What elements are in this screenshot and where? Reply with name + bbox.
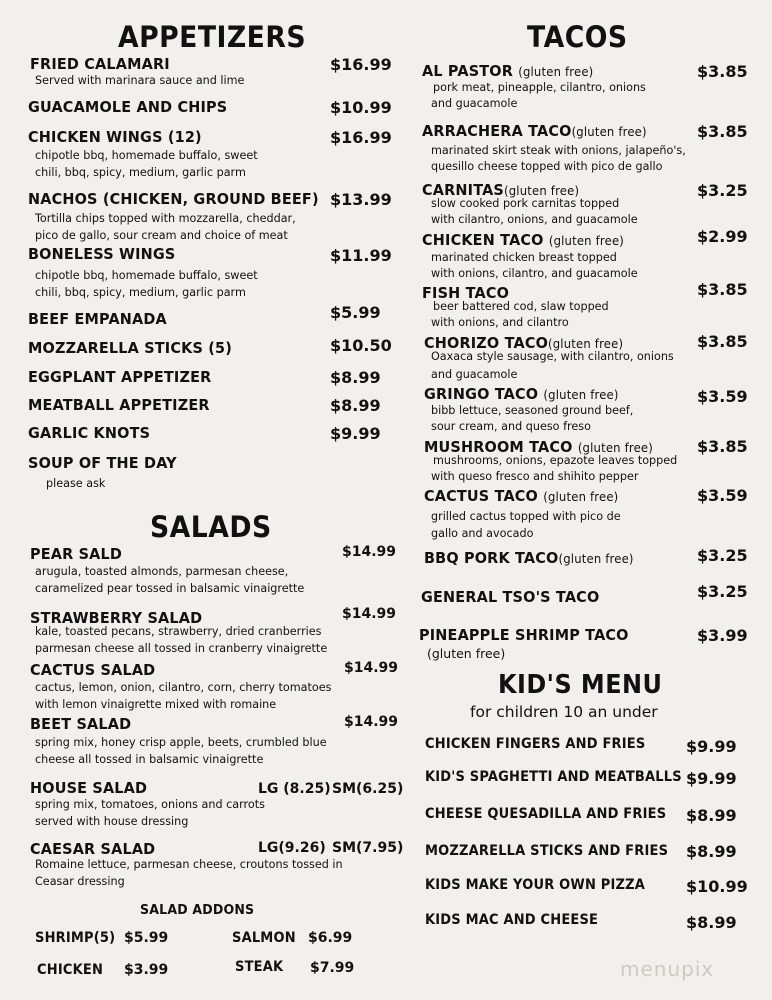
- item-name: BEEF EMPANADA: [28, 310, 167, 328]
- taco-desc: with cilantro, onions, and guacamole: [431, 213, 638, 226]
- kid-item-price: $8.99: [686, 806, 737, 825]
- taco-desc: and guacamole: [431, 97, 518, 110]
- gluten-free-note: (gluten free): [518, 64, 594, 79]
- item-name: NACHOS (CHICKEN, GROUND BEEF): [28, 190, 319, 208]
- item-desc: pico de gallo, sour cream and choice of meat: [35, 229, 288, 242]
- taco-price: $3.25: [697, 546, 748, 565]
- item-price: $16.99: [330, 55, 392, 74]
- taco-name: FISH TACO: [422, 284, 510, 302]
- item-price: $16.99: [330, 128, 392, 147]
- taco-name: PINEAPPLE SHRIMP TACO: [419, 626, 629, 644]
- item-price: $5.99: [330, 303, 381, 322]
- taco-desc: Oaxaca style sausage, with cilantro, onions: [431, 350, 674, 363]
- taco-name-text: CHORIZO TACO: [424, 334, 549, 352]
- item-price: $10.99: [330, 98, 392, 117]
- taco-price: $3.59: [697, 486, 748, 505]
- tacos-heading: TACOS: [527, 20, 628, 54]
- kid-item-name: KID'S SPAGHETTI AND MEATBALLS: [425, 769, 682, 785]
- item-name: STRAWBERRY SALAD: [30, 609, 203, 627]
- taco-name: GENERAL TSO'S TACO: [421, 588, 600, 606]
- taco-name-text: CACTUS TACO: [424, 487, 539, 505]
- taco-price: $3.99: [697, 626, 748, 645]
- item-price: $10.50: [330, 336, 392, 355]
- kid-item-name: KIDS MAKE YOUR OWN PIZZA: [425, 877, 646, 893]
- kid-item-price: $9.99: [686, 769, 737, 788]
- item-price-sm: SM(7.95): [332, 840, 404, 856]
- taco-name-text: BBQ PORK TACO: [424, 549, 559, 567]
- item-name: MOZZARELLA STICKS (5): [28, 339, 233, 357]
- taco-name-text: ARRACHERA TACO: [422, 122, 572, 140]
- item-name: MEATBALL APPETIZER: [28, 396, 210, 414]
- item-desc: chipotle bbq, homemade buffalo, sweet: [35, 149, 258, 162]
- item-desc: caramelized pear tossed in balsamic vinaigrette: [35, 582, 305, 595]
- item-name: CHICKEN WINGS (12): [28, 128, 202, 146]
- taco-desc: grilled cactus topped with pico de: [431, 510, 621, 523]
- taco-desc: with onions, and cilantro: [431, 316, 569, 329]
- item-price-sm: SM(6.25): [332, 781, 404, 797]
- taco-name: [424, 549, 634, 567]
- kid-item-name: CHEESE QUESADILLA AND FRIES: [425, 806, 667, 822]
- item-desc: cactus, lemon, onion, cilantro, corn, cherry tomatoes: [35, 681, 332, 694]
- gluten-free-note: (gluten free): [543, 489, 619, 504]
- taco-name: [424, 487, 618, 505]
- item-desc: Romaine lettuce, parmesan cheese, croutons tossed in: [35, 858, 343, 871]
- taco-price: $3.59: [697, 387, 748, 406]
- item-price: $14.99: [344, 714, 399, 730]
- addon-price: $3.99: [124, 962, 169, 978]
- item-price: $9.99: [330, 424, 381, 443]
- taco-desc: mushrooms, onions, epazote leaves topped: [433, 454, 678, 467]
- item-desc: Tortilla chips topped with mozzarella, cheddar,: [35, 212, 296, 225]
- taco-name-text: MUSHROOM TACO: [424, 438, 573, 456]
- item-desc: Ceasar dressing: [35, 875, 125, 888]
- taco-price: $3.85: [697, 62, 748, 81]
- taco-name-text: GRINGO TACO: [424, 385, 539, 403]
- kid-item-name: MOZZARELLA STICKS AND FRIES: [425, 843, 669, 859]
- taco-desc: marinated chicken breast topped: [431, 251, 617, 264]
- item-price: $8.99: [330, 396, 381, 415]
- item-price-lg: LG (8.25): [258, 781, 331, 797]
- gluten-free-note: (gluten free): [571, 124, 647, 139]
- kids-subtitle: for children 10 an under: [470, 703, 658, 721]
- gluten-free-note: (gluten free): [548, 336, 624, 351]
- item-name: FRIED CALAMARI: [30, 55, 170, 73]
- taco-name-text: AL PASTOR: [422, 62, 514, 80]
- item-price: $13.99: [330, 190, 392, 209]
- item-desc: chipotle bbq, homemade buffalo, sweet: [35, 269, 258, 282]
- item-price: $14.99: [342, 544, 397, 560]
- item-name: CACTUS SALAD: [30, 661, 156, 679]
- item-desc: chili, bbq, spicy, medium, garlic parm: [35, 166, 246, 179]
- item-desc: parmesan cheese all tossed in cranberry vinaigrette: [35, 642, 328, 655]
- gluten-free-note: (gluten free): [427, 646, 506, 661]
- watermark: menupix: [620, 957, 715, 981]
- kid-item-price: $8.99: [686, 842, 737, 861]
- item-price: $14.99: [344, 660, 399, 676]
- item-desc: Served with marinara sauce and lime: [35, 74, 245, 87]
- item-price: $11.99: [330, 246, 392, 265]
- gluten-free-note: (gluten free): [504, 183, 580, 198]
- taco-desc: gallo and avocado: [431, 527, 534, 540]
- item-name: GUACAMOLE AND CHIPS: [28, 98, 228, 116]
- item-desc: with lemon vinaigrette mixed with romaine: [35, 698, 277, 711]
- item-price-lg: LG(9.26): [258, 840, 326, 856]
- gluten-free-note: (gluten free): [558, 551, 634, 566]
- gluten-free-note: (gluten free): [543, 387, 619, 402]
- addon-name: SHRIMP(5): [35, 930, 116, 946]
- addon-name: STEAK: [235, 959, 284, 975]
- item-desc: chili, bbq, spicy, medium, garlic parm: [35, 286, 246, 299]
- taco-price: $3.25: [697, 181, 748, 200]
- item-name: GARLIC KNOTS: [28, 424, 151, 442]
- item-name: HOUSE SALAD: [30, 779, 148, 797]
- item-price: $14.99: [342, 606, 397, 622]
- item-desc: spring mix, honey crisp apple, beets, crumbled blue: [35, 736, 327, 749]
- item-price: $8.99: [330, 368, 381, 387]
- taco-desc: with onions, cilantro, and guacamole: [431, 267, 638, 280]
- kid-item-price: $8.99: [686, 913, 737, 932]
- taco-desc: and guacamole: [431, 368, 518, 381]
- item-name: PEAR SALD: [30, 545, 123, 563]
- taco-name: [422, 122, 647, 140]
- taco-desc: bibb lettuce, seasoned ground beef,: [431, 404, 634, 417]
- item-desc: cheese all tossed in balsamic vinaigrette: [35, 753, 264, 766]
- taco-desc: sour cream, and queso freso: [431, 420, 591, 433]
- kids-heading: KID'S MENU: [498, 670, 663, 700]
- taco-name: [424, 385, 619, 403]
- taco-desc: marinated skirt steak with onions, jalapeño's,: [431, 144, 686, 157]
- taco-price: $3.25: [697, 582, 748, 601]
- item-desc: spring mix, tomatoes, onions and carrots: [35, 798, 265, 811]
- addon-name: CHICKEN: [37, 962, 104, 978]
- taco-name: [422, 231, 624, 249]
- addon-name: SALMON: [232, 930, 296, 946]
- taco-desc: beer battered cod, slaw topped: [433, 300, 609, 313]
- item-desc: arugula, toasted almonds, parmesan cheese,: [35, 565, 289, 578]
- gluten-free-note: (gluten free): [577, 440, 653, 455]
- taco-price: $3.85: [697, 437, 748, 456]
- salads-heading: SALADS: [150, 510, 272, 544]
- taco-price: $3.85: [697, 122, 748, 141]
- taco-desc: with queso fresco and shihito pepper: [431, 470, 639, 483]
- taco-desc: pork meat, pineapple, cilantro, onions: [433, 81, 646, 94]
- taco-desc: slow cooked pork carnitas topped: [431, 197, 620, 210]
- kid-item-name: KIDS MAC AND CHEESE: [425, 912, 599, 928]
- taco-name-text: CHICKEN TACO: [422, 231, 544, 249]
- kid-item-price: $9.99: [686, 737, 737, 756]
- kid-item-name: CHICKEN FINGERS AND FRIES: [425, 736, 646, 752]
- addon-price: $7.99: [310, 960, 355, 976]
- item-name: SOUP OF THE DAY: [28, 454, 177, 472]
- taco-desc: quesillo cheese topped with pico de gallo: [431, 160, 663, 173]
- item-desc: served with house dressing: [35, 815, 189, 828]
- item-name: CAESAR SALAD: [30, 840, 156, 858]
- item-name: EGGPLANT APPETIZER: [28, 368, 212, 386]
- addon-price: $5.99: [124, 930, 169, 946]
- item-desc: kale, toasted pecans, strawberry, dried cranberries: [35, 625, 322, 638]
- taco-name-text: CARNITAS: [422, 181, 505, 199]
- item-name: BEET SALAD: [30, 715, 132, 733]
- taco-name: [422, 62, 593, 80]
- addons-heading: SALAD ADDONS: [140, 902, 255, 918]
- item-desc: please ask: [46, 477, 106, 490]
- taco-price: $2.99: [697, 227, 748, 246]
- kid-item-price: $10.99: [686, 877, 748, 896]
- addon-price: $6.99: [308, 930, 353, 946]
- item-name: BONELESS WINGS: [28, 245, 176, 263]
- gluten-free-note: (gluten free): [548, 233, 625, 248]
- taco-price: $3.85: [697, 332, 748, 351]
- taco-price: $3.85: [697, 280, 748, 299]
- appetizers-heading: APPETIZERS: [118, 20, 307, 54]
